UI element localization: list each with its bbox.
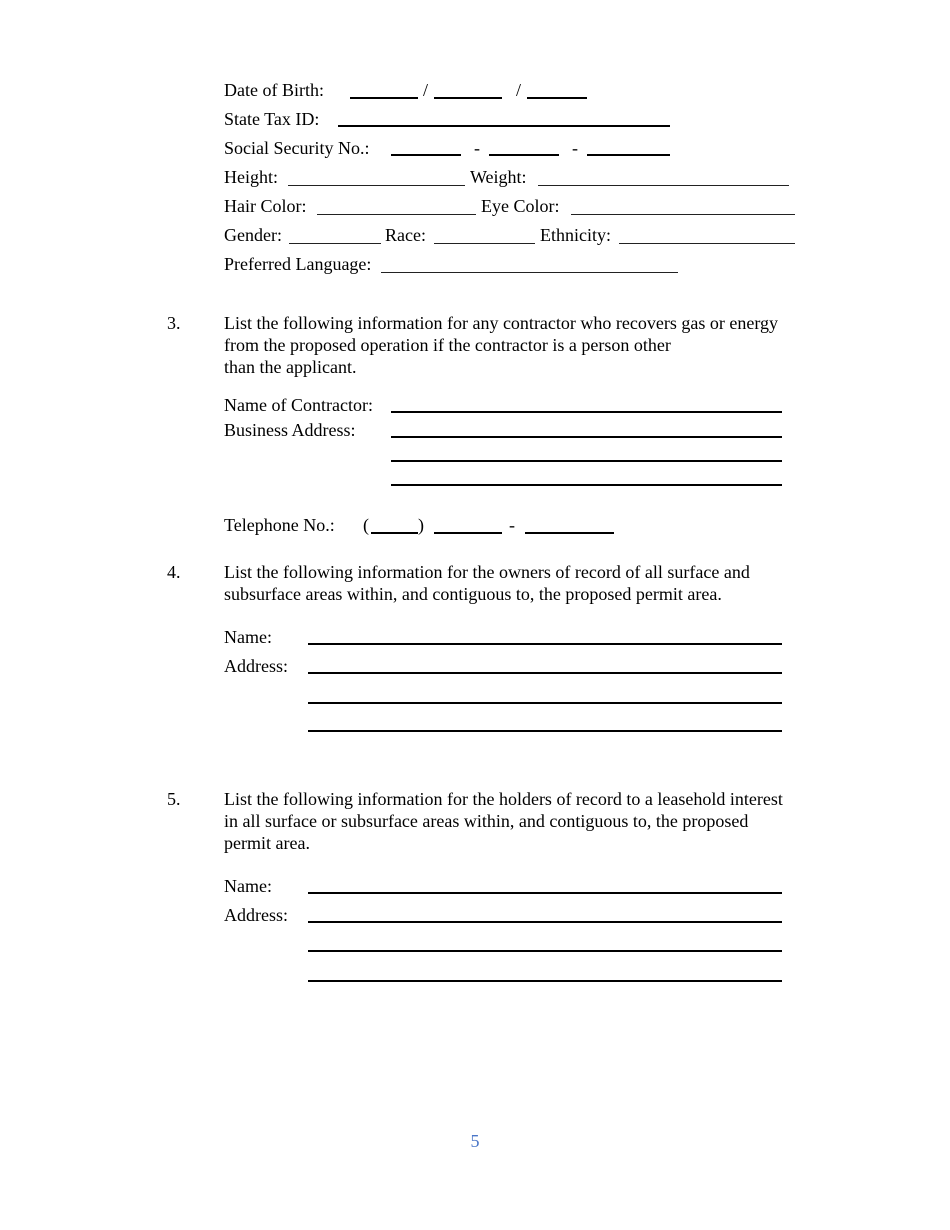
section-5-line-2: in all surface or subsurface areas within, and contiguous to, the proposed [224,811,749,831]
gender-field[interactable] [289,243,381,244]
weight-field[interactable] [538,185,789,186]
gender-label: Gender: [224,225,282,245]
business-address-line-2[interactable] [391,460,782,462]
section-3-line-2: from the proposed operation if the contractor is a person other [224,335,671,355]
leaseholder-name-label: Name: [224,876,272,896]
section-5-number: 5. [167,789,181,809]
leaseholder-address-line-2[interactable] [308,950,782,952]
leaseholder-address-label: Address: [224,905,288,925]
page-number: 5 [470,1131,480,1151]
race-label: Race: [385,225,426,245]
phone-prefix-field[interactable] [434,532,502,534]
leaseholder-address-line-3[interactable] [308,980,782,982]
phone-paren-open: ( [363,515,369,535]
ssn-label: Social Security No.: [224,138,370,158]
ssn-dash-2: - [572,138,578,158]
ssn-part-3-field[interactable] [587,154,670,156]
section-5-line-3: permit area. [224,833,310,853]
owner-name-field[interactable] [308,643,782,645]
business-address-label: Business Address: [224,420,356,440]
owner-name-label: Name: [224,627,272,647]
language-label: Preferred Language: [224,254,372,274]
section-5-line-1: List the following information for the holders of record to a leasehold interest [224,789,783,809]
weight-label: Weight: [470,167,527,187]
dob-slash-1: / [423,80,429,100]
section-3-instructions [224,312,814,378]
section-4-line-1: List the following information for the owners of record of all surface and [224,562,750,582]
owner-address-line-2[interactable] [308,702,782,704]
ethnicity-label: Ethnicity: [540,225,611,245]
ethnicity-field[interactable] [619,243,795,244]
hair-color-label: Hair Color: [224,196,307,216]
phone-paren-close: ) [418,515,424,535]
section-4-number: 4. [167,562,181,582]
hair-color-field[interactable] [317,214,476,215]
business-address-line-3[interactable] [391,484,782,486]
section-5-instructions [224,788,814,854]
eye-color-label: Eye Color: [481,196,560,216]
race-field[interactable] [434,243,535,244]
height-field[interactable] [288,185,465,186]
section-3-number: 3. [167,313,181,333]
section-3-line-1: List the following information for any contractor who recovers gas or energy [224,313,779,333]
ssn-part-1-field[interactable] [391,154,461,156]
state-tax-label: State Tax ID: [224,109,320,129]
contractor-name-label: Name of Contractor: [224,395,373,415]
owner-address-label: Address: [224,656,288,676]
telephone-label: Telephone No.: [224,515,335,535]
owner-address-line-3[interactable] [308,730,782,732]
ssn-dash-1: - [474,138,480,158]
owner-address-line-1[interactable] [308,672,782,674]
section-4-instructions [224,561,814,605]
leaseholder-name-field[interactable] [308,892,782,894]
ssn-part-2-field[interactable] [489,154,559,156]
section-3-line-3: than the applicant. [224,357,357,377]
leaseholder-address-line-1[interactable] [308,921,782,923]
height-label: Height: [224,167,278,187]
state-tax-field[interactable] [338,125,670,127]
business-address-line-1[interactable] [391,436,782,438]
dob-label: Date of Birth: [224,80,324,100]
eye-color-field[interactable] [571,214,795,215]
phone-dash: - [509,515,515,535]
language-field[interactable] [381,272,678,273]
dob-month-field[interactable] [350,97,418,99]
dob-day-field[interactable] [434,97,502,99]
section-4-line-2: subsurface areas within, and contiguous to, the proposed permit area. [224,584,722,604]
contractor-name-field[interactable] [391,411,782,413]
phone-area-code-field[interactable] [371,532,418,534]
dob-year-field[interactable] [527,97,587,99]
dob-slash-2: / [516,80,522,100]
phone-line-field[interactable] [525,532,614,534]
